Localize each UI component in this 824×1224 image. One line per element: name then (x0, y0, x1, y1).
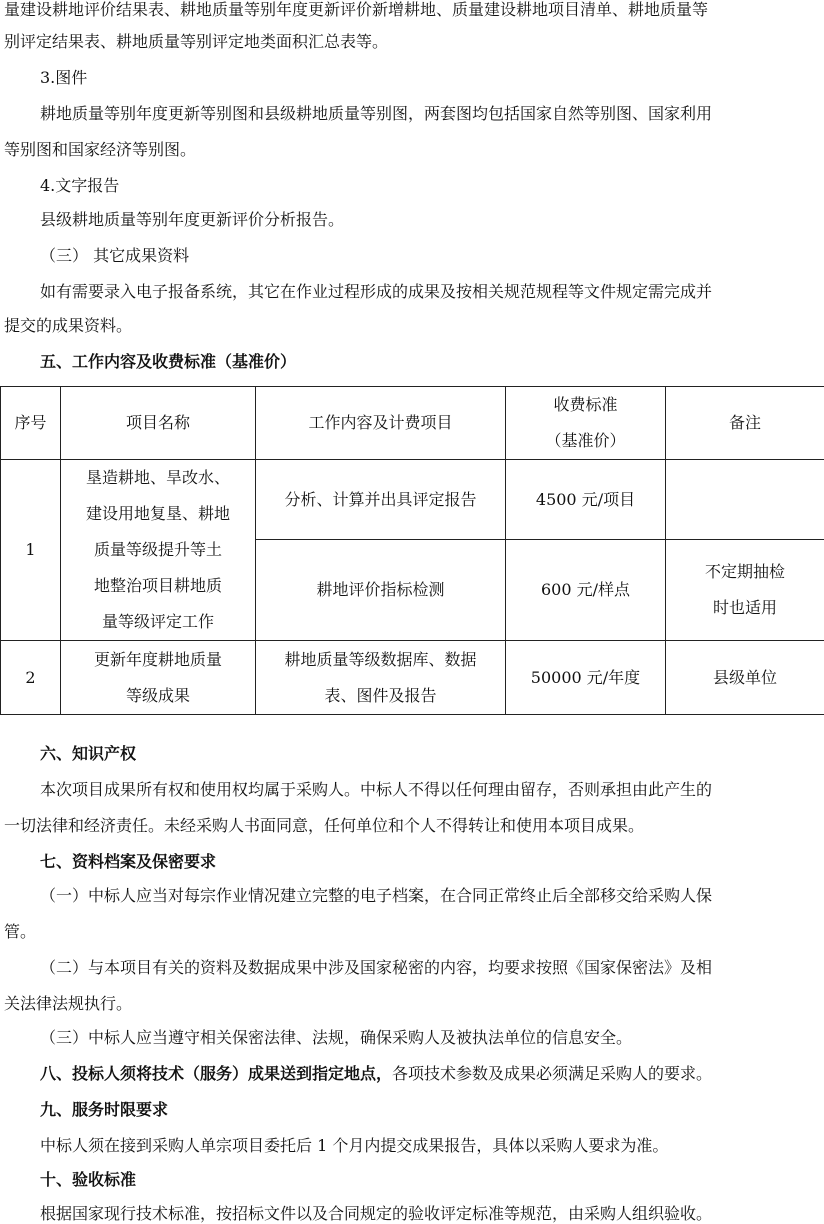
row1-name (61, 460, 256, 641)
sec3-line-1: 耕地质量等别年度更新等别图和县级耕地质量等别图，两套图均包括国家自然等别图、国家利用 (40, 104, 713, 123)
other-line-1: 如有需要录入电子报备系统，其它在作业过程形成的成果及按相关规范规程等文件规定需完成并 (40, 282, 713, 301)
row1-fee-a: 4500 元/项目 (506, 460, 666, 540)
sec3-title: 3.图件 (40, 68, 88, 87)
other-line-2: 提交的成果资料。 (4, 316, 133, 335)
row2-seq: 2 (1, 641, 61, 715)
section-7-heading: 七、资料档案及保密要求 (40, 852, 217, 871)
table-row (1, 460, 824, 540)
row1-name-line: 量等级评定工作 (101, 612, 214, 631)
row1-seq: 1 (1, 460, 61, 641)
other-title: （三） 其它成果资料 (40, 246, 190, 265)
table-header-row (1, 387, 824, 460)
row1-name-line: 建设用地复垦、耕地 (85, 504, 230, 523)
s7-p3-line-1: （三）中标人应当遵守相关保密法律、法规，确保采购人及被执法单位的信息安全。 (40, 1028, 633, 1047)
sec3-line-2: 等别图和国家经济等别图。 (4, 140, 197, 159)
s7-p2-line-2: 关法律法规执行。 (4, 994, 133, 1013)
section-5-heading: 五、工作内容及收费标准（基准价） (40, 352, 297, 371)
s9-line-1: 中标人须在接到采购人单宗项目委托后 1 个月内提交成果报告，具体以采购人要求为准。 (40, 1136, 669, 1155)
header-work: 工作内容及计费项目 (256, 387, 506, 460)
intro-line-1: 量建设耕地评价结果表、耕地质量等别年度更新评价新增耕地、质量建设耕地项目清单、耕地质量等 (4, 0, 709, 19)
row2-name-line: 等级成果 (125, 685, 190, 705)
s7-p1-line-1: （一）中标人应当对每宗作业情况建立完整的电子档案，在合同正常终止后全部移交给采购人保 (40, 886, 713, 905)
sec4-line-1: 县级耕地质量等别年度更新评价分析报告。 (40, 210, 345, 229)
section-8-line (40, 1064, 712, 1084)
row2-name (61, 641, 256, 715)
row1-note-b-line: 不定期抽检 (704, 562, 785, 582)
intro-line-2: 别评定结果表、耕地质量等别评定地类面积汇总表等。 (4, 32, 389, 51)
row1-fee-b: 600 元/样点 (506, 540, 666, 641)
row2-work-line: 耕地质量等级数据库、数据 (284, 649, 477, 669)
section-8-text: 各项技术参数及成果必须满足采购人的要求。 (392, 1064, 713, 1083)
sec4-title: 4.文字报告 (40, 176, 120, 195)
row1-name-line: 地整治项目耕地质 (93, 576, 222, 595)
s7-p1-line-2: 管。 (4, 922, 37, 941)
header-note: 备注 (666, 387, 824, 460)
section-8-heading: 八、投标人须将技术（服务）成果送到指定地点， (40, 1064, 393, 1083)
fee-table (0, 386, 824, 715)
row2-work (256, 641, 506, 715)
row2-note: 县级单位 (666, 641, 824, 715)
row1-work-a: 分析、计算并出具评定报告 (256, 460, 506, 540)
row1-name-line: 垦造耕地、旱改水、 (85, 468, 230, 487)
header-seq: 序号 (1, 387, 61, 460)
row1-work-b: 耕地评价指标检测 (256, 540, 506, 641)
header-fee-line-1: 收费标准 (553, 395, 618, 414)
s6-line-1: 本次项目成果所有权和使用权均属于采购人。中标人不得以任何理由留存，否则承担由此产生的 (40, 780, 713, 799)
row1-note-a (666, 460, 824, 540)
s10-line-1: 根据国家现行技术标准，按招标文件以及合同规定的验收评定标准等规范，由采购人组织验收。 (40, 1204, 713, 1223)
row2-name-line: 更新年度耕地质量 (93, 649, 222, 669)
header-name: 项目名称 (61, 387, 256, 460)
s7-p2-line-1: （二）与本项目有关的资料及数据成果中涉及国家秘密的内容，均要求按照《国家保密法》及相 (40, 958, 713, 977)
s6-line-2: 一切法律和经济责任。未经采购人书面同意，任何单位和个人不得转让和使用本项目成果。 (4, 816, 645, 835)
section-10-heading: 十、验收标准 (40, 1170, 137, 1189)
row1-note-b (666, 540, 824, 641)
table-row (1, 641, 824, 715)
section-9-heading: 九、服务时限要求 (40, 1100, 169, 1119)
header-fee (506, 387, 666, 460)
row2-work-line: 表、图件及报告 (324, 685, 437, 705)
header-fee-line-2: （基准价） (545, 431, 626, 450)
row2-fee: 50000 元/年度 (506, 641, 666, 715)
row1-name-line: 质量等级提升等土 (93, 540, 222, 559)
row1-note-b-line: 时也适用 (712, 598, 777, 618)
section-6-heading: 六、知识产权 (40, 744, 137, 763)
